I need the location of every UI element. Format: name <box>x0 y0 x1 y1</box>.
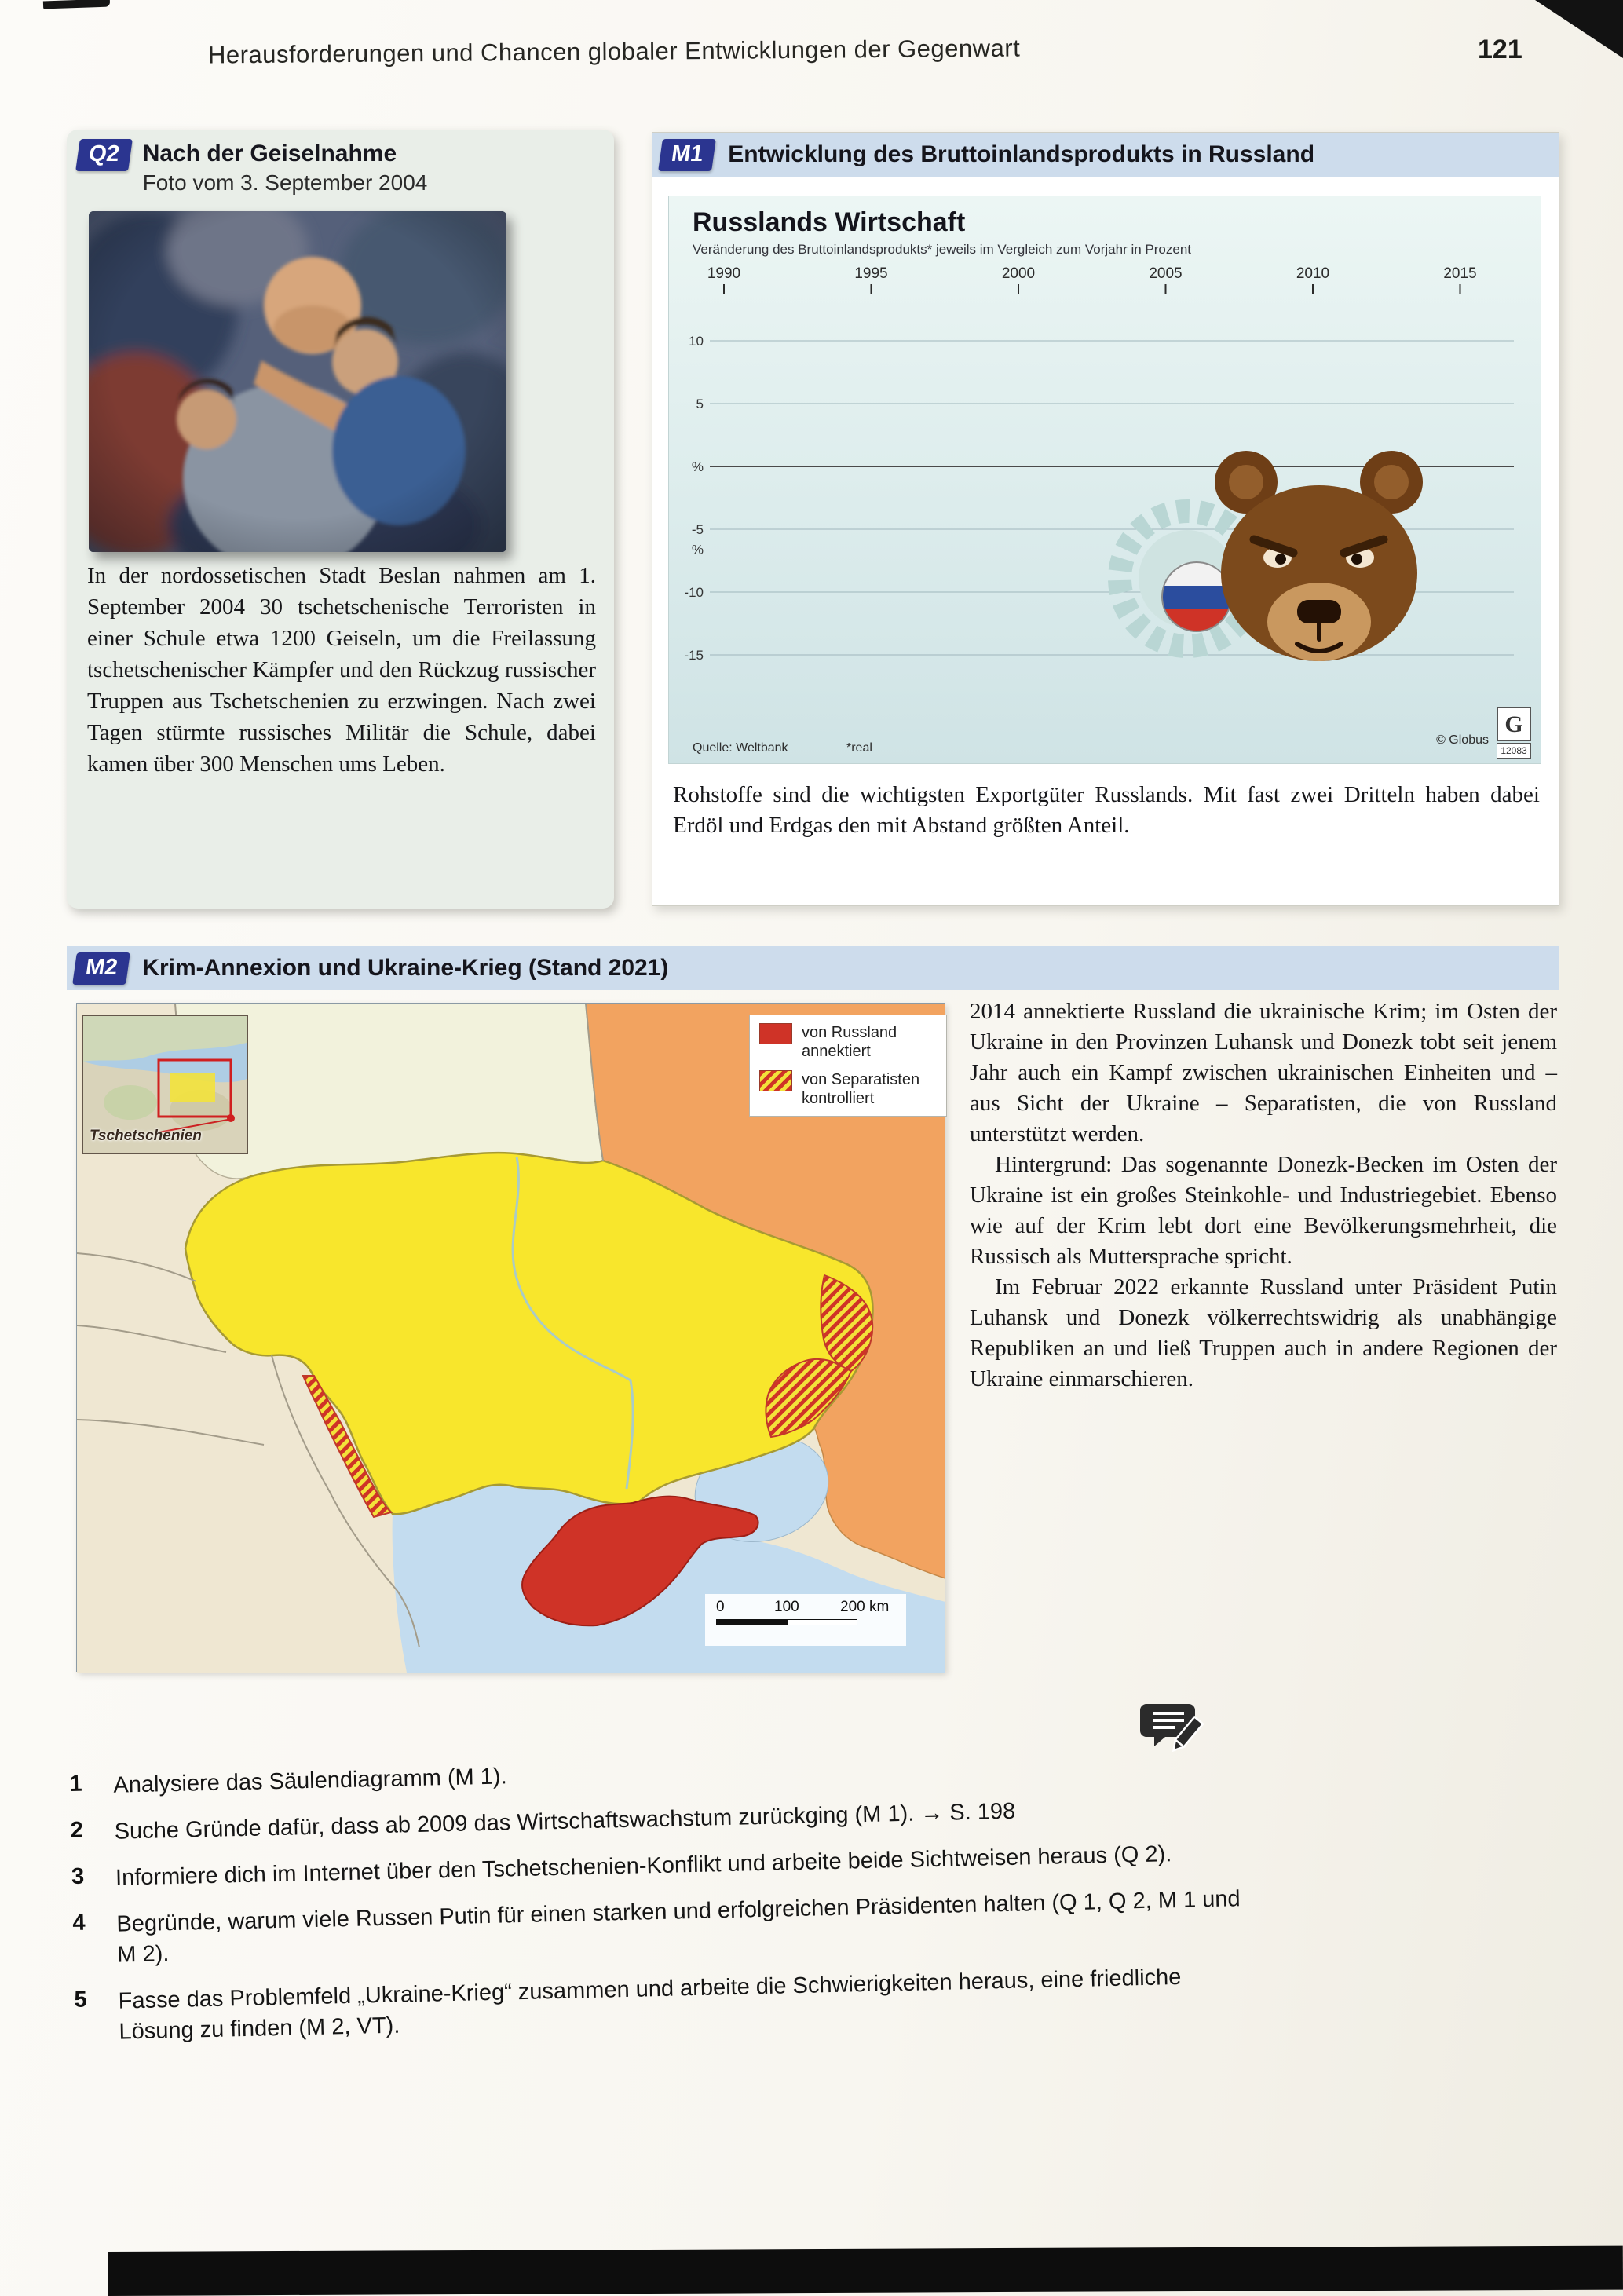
m2-header-strip <box>67 946 1559 990</box>
m1-caption: Rohstoffe sind die wichtigsten Exportgüter Russlands. Mit fast zwei Dritteln haben dabei Erdöl und Erdgas den mit Abstand größten Anteil. <box>673 782 1540 838</box>
ukraine-map <box>76 1003 945 1672</box>
map-legend <box>749 1015 947 1117</box>
year-label: 2015 <box>1443 265 1477 282</box>
legend-label-annexed: von Russland annektiert <box>802 1024 897 1060</box>
q2-subtitle: Foto vom 3. September 2004 <box>142 170 428 195</box>
q2-title: Nach der Geiselnahme <box>142 141 397 166</box>
m2-paragraph: Im Februar 2022 erkannte Russland unter Präsident Putin Luhansk und Donezk völkerrechtswidrig als unabhängige Republiken an und ließ Truppen auch in andere Regionen der Ukraine einmarschieren. <box>970 1274 1557 1391</box>
m1-header-strip <box>652 133 1559 177</box>
y-axis-label: -10 <box>684 585 704 600</box>
year-label: 1995 <box>854 265 888 282</box>
scale-0: 0 <box>716 1599 725 1615</box>
task-item-3 <box>71 1837 1253 1895</box>
legend-row-annexed <box>759 1023 937 1061</box>
map-scale-numbers <box>716 1599 895 1618</box>
m2-paragraph: 2014 annektierte Russland die ukrainische Krim; im Osten der Ukraine in den Provinzen Luhansk und Donezk tobt seit jenem Jahr auch ein Kampf zwischen ukrainischen Einheiten und – aus Sicht der Ukraine – Separatisten, die von Russland unterstützt werden. <box>970 999 1557 1146</box>
m2-material-box <box>67 946 1559 1680</box>
page-number: 121 <box>1478 35 1522 64</box>
page-header-title: Herausforderungen und Chancen globaler Entwicklungen der Gegenwart <box>207 34 1021 69</box>
task-item-5 <box>74 1961 1256 2049</box>
task-text: Suche Gründe dafür, dass ab 2009 das Wirtschaftswachstum zurückging (M 1). → S. 198 <box>114 1798 1016 1844</box>
m2-text-column <box>970 996 1557 1395</box>
year-label: 1990 <box>707 265 741 282</box>
legend-swatch-separatist <box>759 1070 792 1091</box>
y-axis-label: 10 <box>689 334 704 349</box>
beslan-photo <box>89 211 506 552</box>
scale-100: 100 <box>774 1599 799 1615</box>
task-number: 1 <box>69 1771 82 1797</box>
chart-source-text: Quelle: Weltbank <box>693 741 788 755</box>
year-label: 2010 <box>1296 265 1330 282</box>
task-text: Analysiere das Säulendiagramm (M 1). <box>113 1764 507 1798</box>
year-label: 2005 <box>1149 265 1183 282</box>
page-top-mark <box>43 0 110 9</box>
task-number: 3 <box>71 1863 85 1889</box>
y-axis-label: 5 <box>696 397 704 411</box>
task-text: Informiere dich im Internet über den Tschetschenien-Konflikt und arbeite beide Sichtweisen heraus (Q 2). <box>115 1841 1172 1891</box>
y-axis-label: -5 <box>691 522 704 537</box>
task-item-4 <box>72 1884 1255 1972</box>
m1-material-box <box>652 132 1559 906</box>
m1-badge: M1 <box>658 139 716 171</box>
q2-body-text: In der nordossetischen Stadt Beslan nahmen am 1. September 2004 30 tschetschenische Terroristen in einer Schule etwa 1200 Geiseln, um die Freilassung tschetschenischer Kämpfer und den Rückzug russischer Truppen aus Tschetschenien zu erzwingen. Nach zwei Tagen stürmte russisches Militär die Schule, dabei kamen über 300 Menschen ums Leben. <box>87 563 596 777</box>
chart-title: Russlands Wirtschaft <box>693 207 966 237</box>
m1-title: Entwicklung des Bruttoinlandsprodukts in Russland <box>728 141 1315 167</box>
q2-source-box <box>67 130 614 909</box>
chart-footnote: *real <box>846 741 872 755</box>
gdp-chart <box>668 196 1541 764</box>
chart-credit <box>1436 707 1531 759</box>
task-text: Fasse das Problemfeld „Ukraine-Krieg“ zusammen und arbeite die Schwierigkeiten heraus, eine friedliche Lösung zu finden (M 2, VT). <box>118 1964 1182 2045</box>
legend-row-separatist <box>759 1070 937 1108</box>
bear-illustration-icon <box>1215 451 1423 661</box>
globus-chart-id: 12083 <box>1497 743 1531 759</box>
y-axis-label: % <box>691 542 704 558</box>
map-scale <box>705 1594 906 1646</box>
globus-logo-icon: G <box>1497 707 1531 741</box>
chart-source <box>693 741 872 755</box>
q2-header <box>78 139 427 196</box>
q2-titles <box>143 139 428 196</box>
scale-200: 200 km <box>840 1599 890 1615</box>
m2-paragraph: Hintergrund: Das sogenannte Donezk-Becken im Osten der Ukraine ist ein großes Steinkohle- und Industriegebiet. Ebenso wie auf der Krim lebt dort eine Bevölkerungsmehrheit, die Russisch als Muttersprache spricht. <box>970 1152 1557 1269</box>
chart-subtitle: Veränderung des Bruttoinlandsprodukts* jeweils im Vergleich zum Vorjahr in Prozent <box>693 242 1192 257</box>
task-number: 5 <box>74 1987 88 2013</box>
legend-swatch-annexed <box>759 1023 792 1044</box>
inset-label-tschetschenien: Tschetschenien <box>90 1128 202 1144</box>
tasks-list <box>69 1745 1257 2064</box>
y-axis-label: -15 <box>684 648 704 663</box>
m2-title: Krim-Annexion und Ukraine-Krieg (Stand 2021) <box>142 955 669 981</box>
russia-flag-roundel-icon <box>1162 562 1231 632</box>
europe-inset-map <box>82 1015 248 1154</box>
beslan-photo-illustration <box>89 211 506 552</box>
gdp-chart-svg <box>669 196 1542 765</box>
y-axis-label: % <box>691 459 704 474</box>
task-item-1 <box>69 1745 1251 1802</box>
task-text: Begründe, warum viele Russen Putin für einen starken und erfolgreichen Präsidenten halten (Q 1, Q 2, M 1 und M 2). <box>116 1886 1241 1968</box>
legend-label-separatist: von Separatisten kontrolliert <box>802 1071 920 1107</box>
page-bottom-shadow <box>108 2246 1623 2296</box>
globus-credit-text: © Globus <box>1436 733 1489 747</box>
year-label: 2000 <box>1001 265 1036 282</box>
map-scale-bar <box>716 1619 857 1625</box>
page-corner-shadow <box>1535 0 1623 58</box>
task-number: 2 <box>70 1817 84 1843</box>
m2-badge: M2 <box>72 952 130 985</box>
globus-logo <box>1497 707 1531 759</box>
task-item-2 <box>70 1791 1252 1848</box>
q2-badge: Q2 <box>75 139 132 171</box>
task-number: 4 <box>72 1910 86 1936</box>
